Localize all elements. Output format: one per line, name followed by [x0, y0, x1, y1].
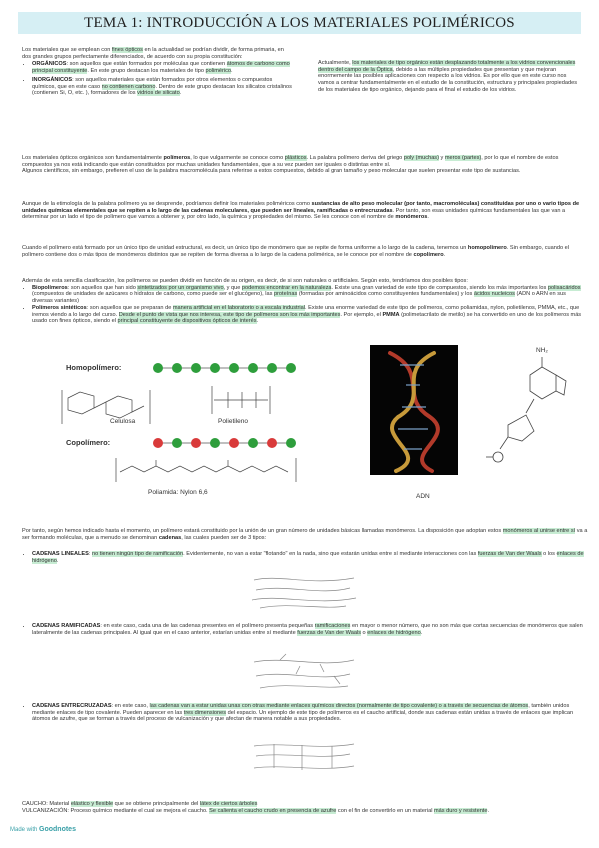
caucho-definition: CAUCHO: Material elástico y flexible que se obtiene principalmente del látex de ciertos árboles — [22, 801, 258, 807]
vulcanizacion-definition: VULCANIZACIÓN: Proceso químico mediante el cual se mejora el caucho. Se calienta el caucho crudo en presencia de azufre con el fin de convertirlo en un material más duro y resistente. — [22, 807, 490, 814]
page-title: TEMA 1: INTRODUCCIÓN A LOS MATERIALES POLIMÉRICOS — [18, 12, 581, 34]
material-types-list — [22, 61, 294, 97]
intro-paragraph: Los materiales que se emplean con fines ópticos en la actualidad se podrían dividir, de forma primaria, en dos grandes grupos perfectamente diferenciados, de acuerdo con su propia constitución: — [22, 47, 284, 60]
nylon-structure — [112, 456, 300, 484]
branched-chains-sketch — [250, 652, 360, 692]
dna-label: ADN — [416, 493, 430, 500]
footer-definitions — [22, 801, 588, 814]
homo-copolymer-paragraph: Cuando el polímero está formado por un único tipo de unidad estructural, es decir, un único tipo de monómero que se repite de forma uniforme a lo largo de la cadena, tenemos un homopolímero. Sin embargo, cuando el polímero contiene dos o más tipos de monómeros distintos que se repiten de forma diversa a lo largo de la cadena polimérica, se le conoce por el nombre de copolímero. — [22, 245, 569, 258]
intro-left-column — [22, 47, 294, 99]
list-item-organicos: • ORGÁNICOS: son aquellos que están formados por moléculas que contienen átomos de carbono como principal constituyente. En este grupo destacan los materiales de tipo polimérico. — [32, 61, 294, 74]
list-item-biopolimeros: • Biopolímeros: son aquellos que han sido sintetizados por un organismo vivo, y que podemos encontrar en la naturaleza. Existe una gran variedad de este tipo de compuestos, siendo los más importantes los polisacáridos (compuestos de unidades de azúcares o hidratos de carbono, como puede ser el glucógeno), las proteínas (formadas por aminoácidos como constituyentes fundamentales) y los ácidos nucleicos (ADN o ARN en sus diversas variantes) — [32, 285, 588, 305]
linear-chains-sketch — [250, 572, 360, 610]
dna-helix-image — [370, 345, 458, 475]
nh2-label: NH₂ — [536, 347, 548, 354]
polymers-paragraph: Los materiales ópticos orgánicos son fundamentalmente polímeros, lo que vulgarmente se conoce como plásticos. La palabra polímero deriva del griego poly (muchas) y meros (partes), por lo que el nombre de estos compuestos ya nos está indicando que están constituidos por muchas unidades fundamentales, que a su vez pueden ser iguales o distintas entre sí. Algunos científicos, sin embargo, prefieren el uso de la palabra macromolécula para referirse a estos compuestos, debido al gran tamaño y peso molecular que suelen presentar este tipo de sustancias. — [22, 155, 559, 175]
crosslinked-chains-item: • CADENAS ENTRECRUZADAS: en este caso, las cadenas van a estar unidas unas con otras mediante enlaces químicos directos (normalmente de tipo covalente) o a través de secuencias de átomos, también unidos mediante enlaces de tipo covalente. Pueden aparecer en las tres dimensiones del espacio. Un ejemplo de este tipo de polímeros es el caucho artificial, donde sus cadenas están unidas a través de enlaces que implican átomos de azufre, que se forman a través del proceso de vulcanización y que afectan de manera notable a sus propiedades. — [22, 703, 588, 725]
nylon-label: Poliamida: Nylon 6,6 — [148, 489, 208, 496]
list-item-inorganicos: • INORGÁNICOS: son aquellos materiales que están formados por otros elementos o compuestos químicos, que en este caso no contienen carbono. Dentro de este grupo destacan los silicatos cristalinos (contienen Si, O, etc. ), formadores de los vidrios de silicato. — [32, 77, 294, 97]
chain-types-intro: Por tanto, según hemos indicado hasta el momento, un polímero estará constituido por la unión de un gran número de unidades básicas llamadas monómeros. La disposición que adoptan estos monómeros al unirse entre sí va a ser formando moléculas, que a menudo se denominan cadenas, las cuales pueden ser de 3 tipos: — [22, 528, 588, 541]
copolymer-label: Copolímero: — [66, 438, 111, 447]
branched-chains-item: • CADENAS RAMIFICADAS: en este caso, cada una de las cadenas presentes en el polímero presenta pequeñas ramificaciones en mayor o menor número, que no son más que cortas secuencias de monómeros que salen lateralmente de las cadenas principales. Al igual que en el caso anterior, estarían unidas entre sí mediante fuerzas de Van der Waals o enlaces de hidrógeno. — [22, 623, 588, 638]
linear-chains-item: • CADENAS LINEALES: no tienen ningún tipo de ramificación. Evidentemente, no van a estar "flotando" en la nada, sino que estarán unidas entre sí mediante interacciones con las fuerzas de Van der Waals o los enlaces de hidrógeno. — [22, 551, 588, 566]
copolymer-bead-chain — [150, 436, 300, 450]
crosslinked-chains-sketch — [250, 740, 360, 774]
homopolymer-label: Homopolímero: — [66, 363, 122, 372]
definition-paragraph: Aunque de la etimología de la palabra polímero ya se desprende, podríamos definir los materiales poliméricos como sustancias de alto peso molecular (por tanto, macromoléculas) constituidas por uno o vario tipos de unidades químicas elementales que se repiten a lo largo de las cadenas moleculares, que pueden ser lineales, ramificadas o entrecruzadas. Por tanto, son esas unidades químicas fundamentales las que van a determinar por un lado el tipo de polímero que vamos a obtener y, por otro lado, la química y propiedades del mismo. Se les conoce con el nombre de monómeros. — [22, 201, 580, 221]
polyethylene-label: Polietileno — [218, 418, 248, 425]
cellulose-label: Celulosa — [110, 418, 136, 425]
list-item-sinteticos: • Polímeros sintéticos: son aquellos que se preparan de manera artificial en el laboratorio o a escala industrial. Existe una enorme variedad de este tipo de polímeros, como poliamidas, nylon, polietilenos, PMMA, etc., que iremos viendo a lo largo del curso. Desde el punto de vista que nos interesa, este tipo de polímeros son los más importantes. Por ejemplo, el PMMA (polimetacrilato de metilo) se ha convertido en uno de los polímeros más usado con fines ópticos, siendo el principal constituyente de dispositivos ópticos de interés. — [32, 305, 588, 325]
intro-right-column: Actualmente, los materiales de tipo orgánico están desplazando totalmente a los vidrios convencionales dentro del campo de la Óptica, debido a las múltiples propiedades que presentan y que mejoran enormemente las posibles aplicaciones con respecto a los vidrios. Es por ello que en este curso nos vamos a centrar fundamentalmente en el estudio de la constitución, estructura y principales propiedades de los materiales de tipo orgánico, dejando para el final el estudio de los vidrios. — [318, 60, 578, 93]
polyethylene-structure — [208, 382, 274, 418]
origin-paragraph: Además de esta sencilla clasificación, los polímeros se pueden dividir en función de su origen, es decir, de si son naturales o artificiales. Según esto, tendríamos dos posibles tipos: • Biopolímeros: son aquellos que han sido sintetizados por un organismo vivo, y que podemos encontrar en la naturaleza. Existe una gran variedad de este tipo de compuestos, siendo los más importantes los polisacáridos (compuestos de unidades de azúcares o hidratos de carbono, como puede ser el glucógeno), las proteínas (formadas por aminoácidos como constituyentes fundamentales) y los ácidos nucleicos (ADN o ARN en sus diversas variantes) • Polímeros sintéticos: son aquellos que se preparan de manera artificial en el laboratorio o a escala industrial. Existe una enorme variedad de este tipo de polímeros, como poliamidas, nylon, polietilenos, PMMA, etc., que iremos viendo a lo largo del curso. Desde el punto de vista que nos interesa, este tipo de polímeros son los más importantes. Por ejemplo, el PMMA (polimetacrilato de metilo) se ha convertido en uno de los polímeros más usado con fines ópticos, siendo el principal constituyente de dispositivos ópticos de interés. — [22, 278, 588, 327]
goodnotes-watermark: Made with Goodnotes — [10, 826, 76, 833]
nucleotide-structure — [468, 345, 578, 475]
homopolymer-bead-chain — [150, 361, 300, 375]
